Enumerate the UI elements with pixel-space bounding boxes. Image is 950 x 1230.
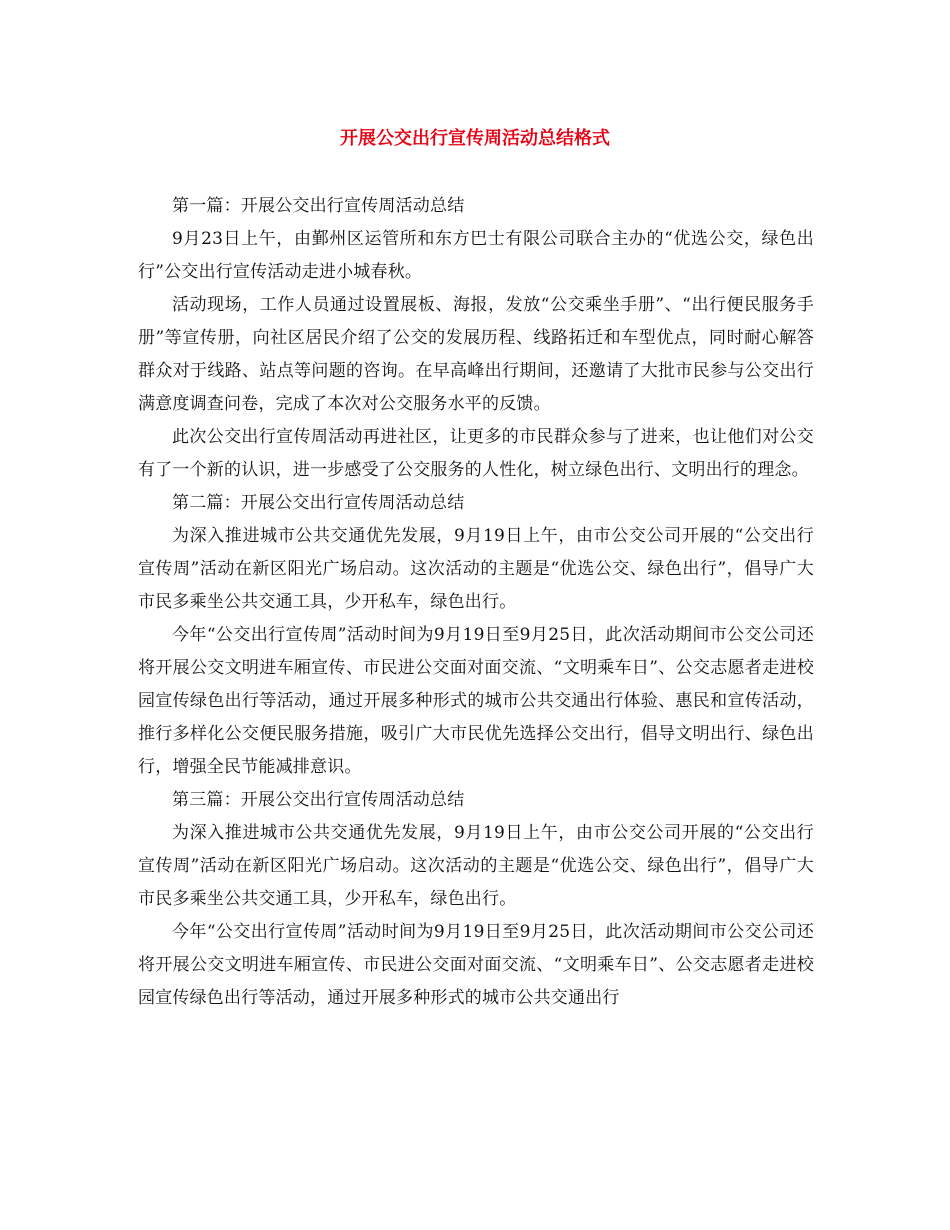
paragraph: 此次公交出行宣传周活动再进社区，让更多的市民群众参与了进来，也让他们对公交有了一个新的认识，进一步感受了公交服务的人性化，树立绿色出行、文明出行的理念。 — [138, 427, 814, 480]
paragraph: 为深入推进城市公共交通优先发展，9月19日上午，由市公交公司开展的“公交出行宣传周”活动在新区阳光广场启动。这次活动的主题是“优选公交、绿色出行”，倡导广大市民多乘坐公共交通工具，少开私车，绿色出行。 — [138, 823, 814, 909]
paragraph: 今年“公交出行宣传周”活动时间为9月19日至9月25日，此次活动期间市公交公司还将开展公交文明进车厢宣传、市民进公交面对面交流、“文明乘车日”、公交志愿者走进校园宣传绿色出行等活动，通过开展多种形式的城市公共交通出行体验、惠民和宣传活动，推行多样化公交便民服务措施，吸引广大市民优先选择公交出行，倡导文明出行、绿色出行，增强全民节能减排意识。 — [138, 625, 814, 777]
paragraph: 今年“公交出行宣传周”活动时间为9月19日至9月25日，此次活动期间市公交公司还将开展公交文明进车厢宣传、市民进公交面对面交流、“文明乘车日”、公交志愿者走进校园宣传绿色出行等活动，通过开展多种形式的城市公共交通出行 — [138, 922, 814, 1008]
paragraph: 活动现场，工作人员通过设置展板、海报，发放“公交乘坐手册”、“出行便民服务手册”等宣传册，向社区居民介绍了公交的发展历程、线路拓迁和车型优点，同时耐心解答群众对于线路、站点等问题的咨询。在早高峰出行期间，还邀请了大批市民参与公交出行满意度调查问卷，完成了本次对公交服务水平的反馈。 — [138, 295, 814, 414]
document-title: 开展公交出行宣传周活动总结格式 — [340, 128, 610, 149]
paragraph: 为深入推进城市公共交通优先发展，9月19日上午，由市公交公司开展的“公交出行宣传周”活动在新区阳光广场启动。这次活动的主题是“优选公交、绿色出行”，倡导广大市民多乘坐公共交通工具，少开私车，绿色出行。 — [138, 526, 814, 612]
document-body — [138, 190, 814, 1015]
section-heading-2: 第二篇：开展公交出行宣传周活动总结 — [172, 493, 465, 513]
section-heading-3: 第三篇：开展公交出行宣传周活动总结 — [172, 790, 465, 810]
paragraph: 9月23日上午，由鄞州区运管所和东方巴士有限公司联合主办的“优选公交，绿色出行”公交出行宣传活动走进小城春秋。 — [138, 229, 814, 282]
section-heading-1: 第一篇：开展公交出行宣传周活动总结 — [172, 196, 465, 216]
